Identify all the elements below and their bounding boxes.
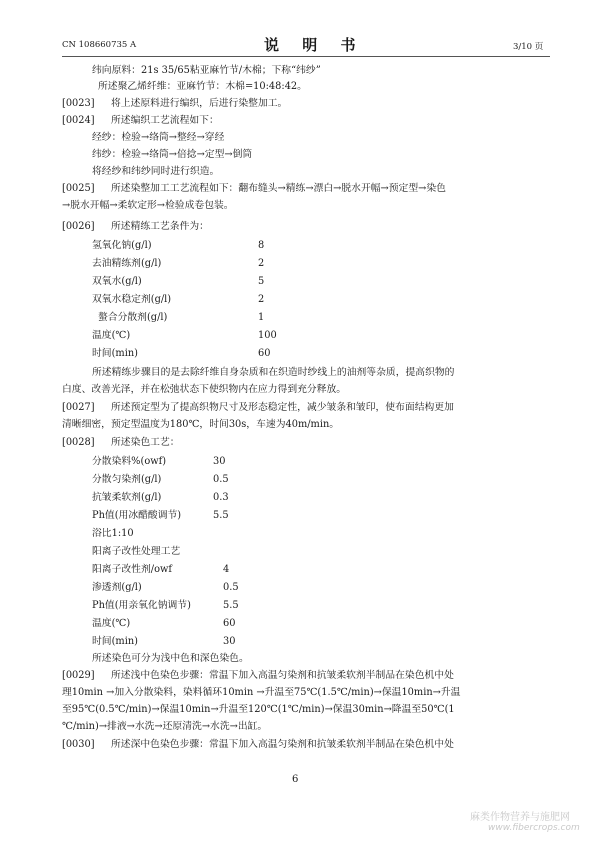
paragraph-text: 所述染色可分为浅中色和深色染色。	[92, 653, 249, 664]
paragraph-text: 所述染整加工工艺流程如下：翻布缝头→精练→漂白→脱水开幅→预定型→染色	[111, 183, 446, 194]
watermark-site-name: 麻类作物营养与施肥网	[470, 812, 570, 823]
scouring-param-name: 时间(min)	[92, 348, 138, 359]
scouring-param-name: 双氧水稳定剂(g/l)	[92, 294, 172, 305]
paragraph-text: 清晰细密，预定型温度为180℃，时间30s，车速为40m/min。	[62, 419, 340, 430]
dye-param-value: 0.3	[213, 492, 229, 503]
paragraph-text: 所述编织工艺流程如下：	[111, 115, 219, 126]
dye-param-value: 5.5	[213, 510, 229, 521]
cationic-param-value: 30	[223, 636, 236, 647]
cationic-param-name: 阳离子改性剂/owf	[92, 564, 172, 575]
scouring-param-name: 螯合分散剂(g/l)	[98, 312, 168, 323]
scouring-param-value: 5	[258, 276, 265, 287]
paragraph-number: [0030]	[62, 739, 95, 750]
scouring-param-value: 60	[258, 348, 271, 359]
weft-material-line: 纬向原料：21s 35/65粘亚麻竹节/木棉；下称“纬纱”	[92, 65, 321, 76]
page-number: 6	[292, 774, 299, 785]
scouring-param-value: 2	[258, 294, 265, 305]
paragraph-number: [0024]	[62, 115, 95, 126]
dye-param-value: 30	[213, 456, 226, 467]
dye-param-value: 0.5	[213, 474, 229, 485]
scouring-param-value: 1	[258, 312, 265, 323]
paragraph-text: 所述精练步骤目的是去除纤维自身杂质和在织造时纱线上的油剂等杂质，提高织物的	[92, 367, 455, 378]
page-indicator: 3/10 页	[513, 42, 544, 52]
paragraph-text: 所述染色工艺：	[111, 437, 180, 448]
warp-process-line: 经纱：检验→络筒→整经→穿经	[92, 132, 225, 143]
cationic-param-name: Ph值(用亲氧化钠调节)	[92, 600, 191, 611]
cationic-param-value: 0.5	[223, 582, 239, 593]
dye-param-name: Ph值(用冰醋酸调节)	[92, 510, 182, 521]
paragraph-number: [0025]	[62, 183, 95, 194]
patent-number: CN 108660735 A	[62, 40, 137, 50]
paragraph-text: →脱水开幅→柔软定形→检验成卷包装。	[62, 200, 234, 211]
scouring-param-name: 温度(℃)	[92, 330, 131, 341]
paragraph-text: 所述预定型为了提高织物尺寸及形态稳定性，减少皱条和皱印，使布面结构更加	[111, 402, 454, 413]
paragraph-text: 所述精练工艺条件为：	[111, 221, 209, 232]
paragraph-text: 将上述原料进行编织，后进行染整加工。	[111, 98, 288, 109]
cationic-param-name: 温度(℃)	[92, 618, 131, 629]
dye-param-name: 分散匀染剂(g/l)	[92, 474, 162, 485]
scouring-param-value: 100	[258, 330, 277, 341]
scouring-param-value: 8	[258, 240, 265, 251]
cationic-param-value: 4	[223, 564, 230, 575]
paragraph-text: 所述浅中色染色步骤：常温下加入高温匀染剂和抗皱柔软剂半制品在染色机中处	[111, 670, 454, 681]
paragraph-number: [0028]	[62, 437, 95, 448]
weaving-line: 将经纱和纬纱同时进行织造。	[92, 166, 220, 177]
cationic-param-name: 渗透剂(g/l)	[92, 582, 142, 593]
page-title: 说 明 书	[264, 36, 365, 54]
cationic-param-name: 时间(min)	[92, 636, 138, 647]
paragraph-number: [0029]	[62, 670, 95, 681]
scouring-param-name: 氢氧化钠(g/l)	[92, 240, 152, 251]
dye-param-name: 抗皱柔软剂(g/l)	[92, 492, 162, 503]
scouring-param-name: 双氧水(g/l)	[92, 276, 142, 287]
cationic-param-value: 5.5	[223, 600, 239, 611]
fiber-ratio-line: 所述聚乙烯纤维：亚麻竹节：木棉=10:48:42。	[98, 81, 307, 92]
paragraph-number: [0023]	[62, 98, 95, 109]
paragraph-text: 所述深中色染色步骤：常温下加入高温匀染剂和抗皱柔软剂半制品在染色机中处	[111, 739, 454, 750]
watermark-url: www.fibercrops.com	[488, 823, 580, 833]
cationic-section-title: 阳离子改性处理工艺	[92, 546, 181, 557]
paragraph-text: 至95℃(0.5℃/min)→保温10min→升温至120℃(1℃/min)→保温30min→降温至50℃(1	[62, 704, 455, 715]
header-rule	[62, 56, 550, 57]
bath-ratio: 浴比1:10	[92, 528, 134, 539]
paragraph-number: [0027]	[62, 402, 95, 413]
scouring-param-value: 2	[258, 258, 265, 269]
dye-param-name: 分散染料%(owf)	[92, 456, 167, 467]
paragraph-text: 白度、改善光泽，并在松弛状态下使织物内在应力得到充分释放。	[62, 384, 347, 395]
cationic-param-value: 60	[223, 618, 236, 629]
paragraph-number: [0026]	[62, 221, 95, 232]
paragraph-text: ℃/min)→排液→水洗→还原清洗→水洗→出缸。	[62, 721, 268, 732]
paragraph-text: 理10min →加入分散染料，染料循环10min →升温至75℃(1.5℃/min)→保温10min→升温	[62, 687, 461, 698]
weft-process-line: 纬纱：检验→络筒→倍捻→定型→倒筒	[92, 149, 253, 160]
scouring-param-name: 去油精练剂(g/l)	[92, 258, 162, 269]
